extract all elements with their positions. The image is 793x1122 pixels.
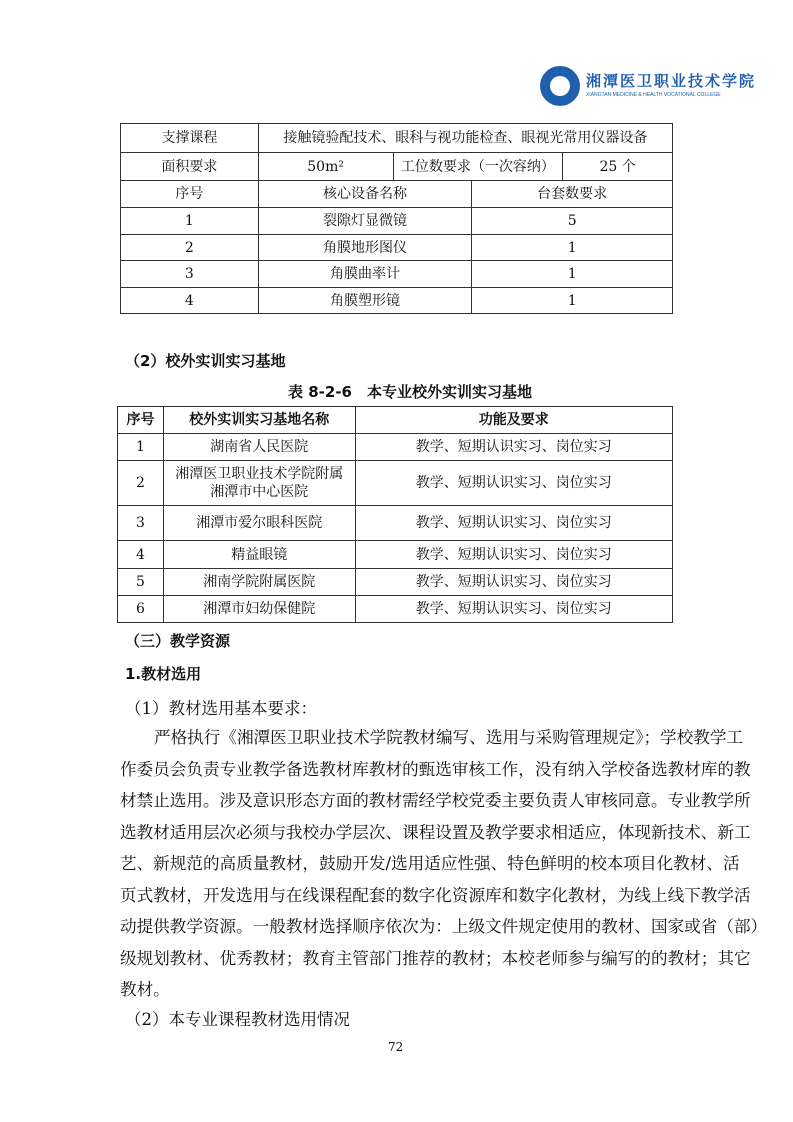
- subsection-label: （2）本专业课程教材选用情况: [125, 1010, 350, 1029]
- paragraph-line: 选教材适用层次必须与我校办学层次、课程设置及教学要求相适应，体现新技术、新工: [120, 823, 751, 842]
- cell: 5: [472, 208, 673, 235]
- cell: 教学、短期认识实习、岗位实习: [355, 434, 672, 461]
- cell: 裂隙灯显微镜: [258, 208, 472, 235]
- cell: 教学、短期认识实习、岗位实习: [355, 596, 672, 623]
- table-header-row: [118, 407, 673, 434]
- cell: 支撑课程: [121, 124, 259, 153]
- paragraph-line: 艺、新规范的高质量教材，鼓励开发/选用适应性强、特色鲜明的校本项目化教材、活: [120, 854, 740, 873]
- cell: 教学、短期认识实习、岗位实习: [355, 541, 672, 569]
- cell: 教学、短期认识实习、岗位实习: [355, 569, 672, 596]
- college-logo: [540, 66, 757, 110]
- cell: 精益眼镜: [163, 541, 355, 569]
- cell: 5: [118, 569, 164, 596]
- table-row: [118, 541, 673, 569]
- paragraph-line: 页式教材，开发选用与在线课程配套的数字化资源库和数字化教材，为线上线下教学活: [120, 886, 751, 905]
- table-caption: 表 8-2-6 本专业校外实训实习基地: [288, 383, 532, 401]
- cell: 教学、短期认识实习、岗位实习: [355, 461, 672, 506]
- equipment-table: [120, 123, 673, 314]
- cell: 湘潭市妇幼保健院: [163, 596, 355, 623]
- cell: 25 个: [563, 153, 673, 181]
- cell: 3: [121, 261, 259, 288]
- header-cell: 台套数要求: [472, 181, 673, 208]
- cell: 湘潭市爱尔眼科医院: [163, 506, 355, 541]
- cell: 湘南学院附属医院: [163, 569, 355, 596]
- paragraph-line: 动提供教学资源。一般教材选择顺序依次为：上级文件规定使用的教材、国家或省（部）: [120, 917, 768, 936]
- section-heading: （三）教学资源: [125, 632, 231, 650]
- cell: 教学、短期认识实习、岗位实习: [355, 506, 672, 541]
- cell: 1: [118, 434, 164, 461]
- paragraph-line: 级规划教材、优秀教材；教育主管部门推荐的教材；本校老师参与编写的的教材；其它: [120, 949, 751, 968]
- section-heading: （2）校外实训实习基地: [125, 352, 286, 370]
- cell: 2: [118, 461, 164, 506]
- logo-en: XIANGTAN MEDICINE & HEALTH VOCATIONAL COLLEGE: [586, 92, 721, 98]
- logo-cn: 湘潭医卫职业技术学院: [586, 72, 757, 90]
- table-row: [118, 569, 673, 596]
- table-row: [121, 153, 673, 181]
- cell: 角膜地形图仪: [258, 235, 472, 261]
- table-row: [118, 596, 673, 623]
- paragraph-line: 严格执行《湘潭医卫职业技术学院教材编写、选用与采购管理规定》；学校教学工: [154, 728, 744, 747]
- cell: 2: [121, 235, 259, 261]
- cell: 面积要求: [121, 153, 259, 181]
- header-cell: 核心设备名称: [258, 181, 472, 208]
- cell: 1: [472, 261, 673, 288]
- page-number: 72: [388, 1040, 404, 1054]
- paragraph-line: 材禁止选用。涉及意识形态方面的教材需经学校党委主要负责人审核同意。专业教学所: [120, 791, 751, 810]
- table-row: [118, 506, 673, 541]
- cell: 4: [121, 288, 259, 314]
- table-row: [121, 235, 673, 261]
- table-row: [121, 208, 673, 235]
- cell: 工位数要求（一次容纳）: [393, 153, 563, 181]
- cell: 角膜塑形镜: [258, 288, 472, 314]
- cell: 1: [472, 288, 673, 314]
- cell: 湘潭医卫职业技术学院附属湘潭市中心医院: [163, 461, 355, 506]
- table-row: [118, 434, 673, 461]
- cell: 4: [118, 541, 164, 569]
- table-row: [121, 124, 673, 153]
- offcampus-base-table: [117, 406, 673, 623]
- subsection-heading: 1.教材选用: [125, 665, 202, 683]
- header-cell: 校外实训实习基地名称: [163, 407, 355, 434]
- cell: 6: [118, 596, 164, 623]
- table-header-row: [121, 181, 673, 208]
- header-cell: 功能及要求: [355, 407, 672, 434]
- cell: 角膜曲率计: [258, 261, 472, 288]
- cell: 1: [121, 208, 259, 235]
- table-row: [121, 288, 673, 314]
- cell: 湖南省人民医院: [163, 434, 355, 461]
- table-row: [118, 461, 673, 506]
- cell: 1: [472, 235, 673, 261]
- header-cell: 序号: [121, 181, 259, 208]
- cell: 接触镜验配技术、眼科与视功能检查、眼视光常用仪器设备: [258, 124, 672, 153]
- paragraph-line: 作委员会负责专业教学备选教材库教材的甄选审核工作，没有纳入学校备选教材库的教: [120, 760, 751, 779]
- cell: 3: [118, 506, 164, 541]
- paragraph-line: 教材。: [120, 980, 170, 999]
- college-seal-icon: [540, 66, 580, 106]
- cell: 50m²: [258, 153, 393, 181]
- subsection-label: （1）教材选用基本要求：: [125, 699, 317, 718]
- header-cell: 序号: [118, 407, 164, 434]
- table-row: [121, 261, 673, 288]
